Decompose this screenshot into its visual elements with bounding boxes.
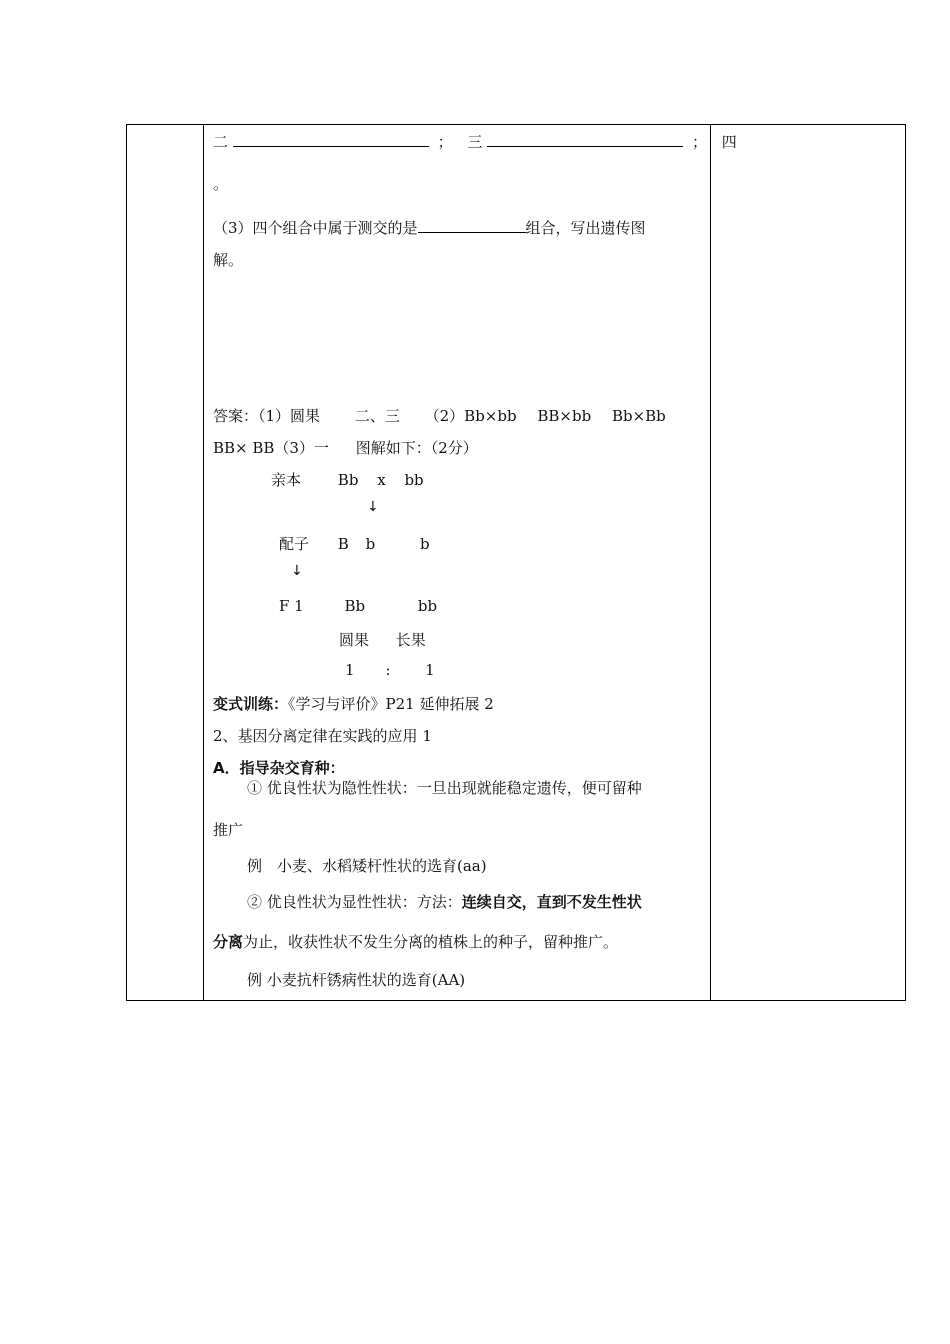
document-table bbox=[126, 124, 906, 1001]
text-er: 二 bbox=[213, 133, 229, 151]
separator: ； bbox=[437, 133, 453, 151]
column-divider-right bbox=[710, 125, 711, 1000]
text-san: 三 bbox=[467, 133, 483, 151]
example-1: 例 小麦、水稻矮杆性状的选育(aa) bbox=[247, 857, 487, 875]
blank-test-cross bbox=[418, 218, 526, 233]
arrow-down-icon: ↓ bbox=[367, 499, 379, 515]
main-content-cell bbox=[213, 125, 737, 1000]
diagram-phenotype-row: 圆果 长果 bbox=[339, 631, 426, 649]
blank-line-1 bbox=[213, 131, 737, 152]
column-divider-left bbox=[203, 125, 204, 1000]
item-1-cont: 推广 bbox=[213, 821, 244, 839]
section-2-heading: 2、基因分离定律在实践的应用 1 bbox=[213, 727, 432, 745]
diagram-gamete-row: 配子 B b b bbox=[279, 535, 430, 553]
item-2-cont: 分离为止，收获性状不发生分离的植株上的种子，留种推广。 bbox=[213, 933, 619, 951]
text-si: 四 bbox=[721, 133, 737, 151]
blank-3 bbox=[487, 132, 683, 147]
item-2: ② 优良性状为显性性状：方法：连续自交，直到不发生性状 bbox=[247, 893, 642, 911]
variant-training: 变式训练：《学习与评价》P21 延伸拓展 2 bbox=[213, 695, 494, 713]
example-2: 例 小麦抗杆锈病性状的选育(AA) bbox=[247, 971, 466, 989]
diagram-f1-row: F 1 Bb bb bbox=[279, 597, 438, 615]
question-3: （3）四个组合中属于测交的是 组合，写出遗传图 bbox=[213, 219, 646, 237]
diagram-ratio-row: 1 : 1 bbox=[345, 661, 435, 679]
question-3-cont: 解。 bbox=[213, 251, 244, 269]
period-line: 。 bbox=[213, 175, 229, 193]
item-1: ① 优良性状为隐性性状：一旦出现就能稳定遗传，便可留种 bbox=[247, 779, 642, 797]
separator: ； bbox=[691, 133, 707, 151]
arrow-down-icon: ↓ bbox=[291, 563, 303, 579]
section-a-heading: A．指导杂交育种： bbox=[213, 759, 345, 777]
answer-line-1: 答案：（1）圆果 二、三 （2）Bb×bb BB×bb Bb×Bb bbox=[213, 407, 666, 425]
blank-2 bbox=[233, 132, 429, 147]
answer-line-2: BB× BB（3）一 图解如下：（2分） bbox=[213, 439, 478, 457]
diagram-parent-row: 亲本 Bb x bb bbox=[271, 471, 424, 489]
